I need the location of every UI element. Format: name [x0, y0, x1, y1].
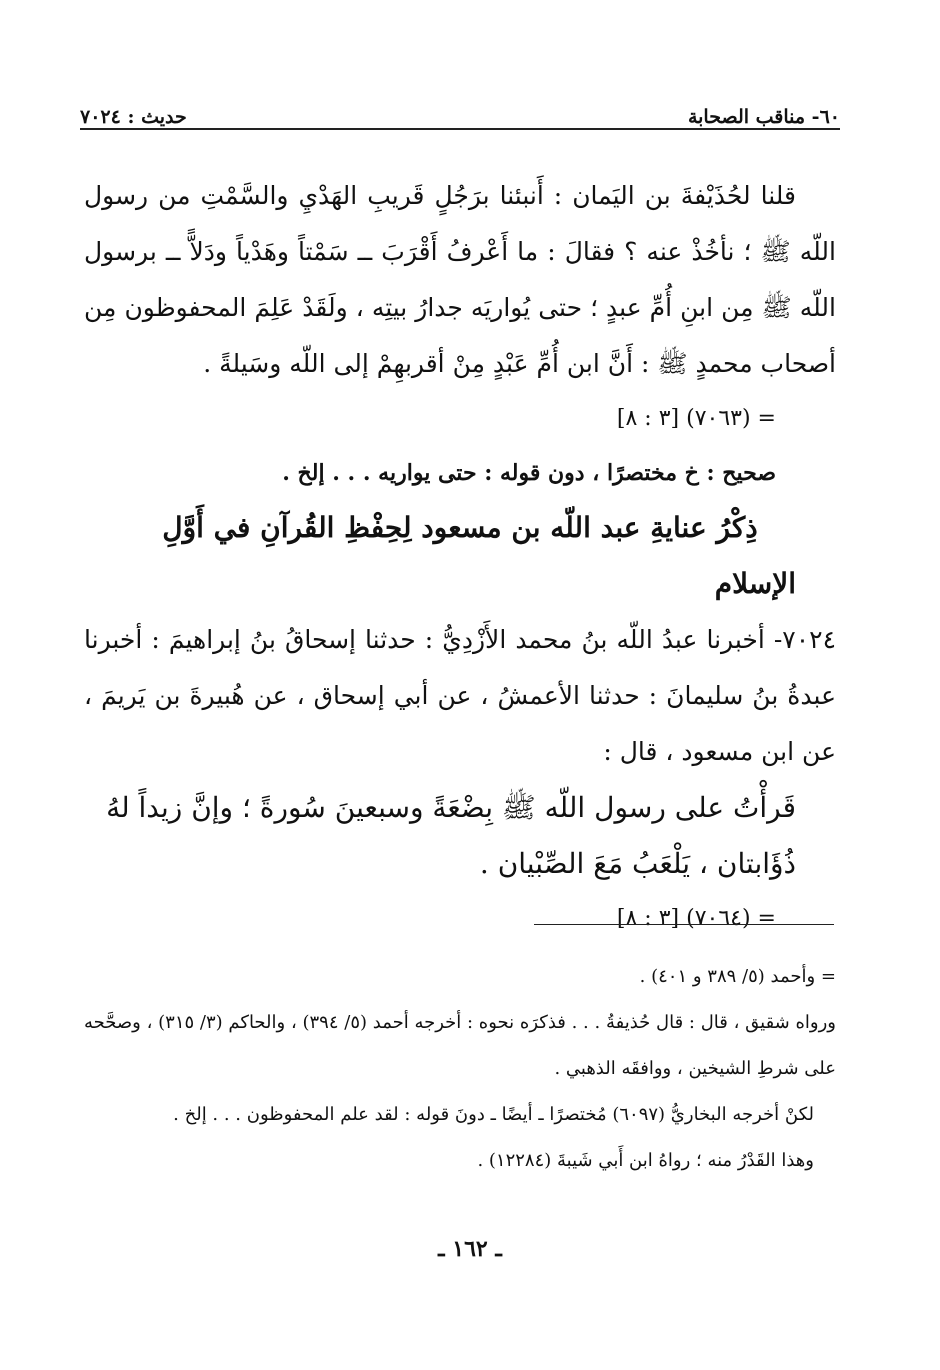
main-text [84, 168, 836, 946]
hadith-7024-matn: قَرأْتُ على رسول اللّه ﷺ بِضْعَةً وسبعينَ سُورةً ؛ وإنَّ زيداً لهُ ذُؤَابتان ، يَلْعَبُ مَعَ الصِّبْيان . [106, 791, 796, 880]
footnote-line: = وأحمد (٥/ ٣٨٩ و ٤٠١) . [639, 966, 836, 987]
footnote-line: ورواه شقيق ، قال : قال حُذيفةُ . . . فذكرَه نحوه : أخرجه أحمد (٥/ ٣٩٤) ، والحاكم (٣/ ٣١٥) ، وصحَّحه على شرطِ الشيخين ، ووافقَه الذهبي . [84, 1012, 836, 1079]
footnote-line: لكنْ أخرجه البخاريُّ (٦٠٩٧) مُختصرًا ـ أيضًا ـ دونَ قوله : لقد علم المحفوظون . . . إلخ . [173, 1104, 814, 1125]
chapter-header: ٦٠- مناقب الصحابة [687, 106, 840, 128]
header-rule [80, 128, 840, 130]
hadith-number-header: حديث : ٧٠٢٤ [80, 106, 187, 128]
footnotes [84, 954, 836, 1184]
hadith-7023-paragraph: قلنا لحُذَيْفةَ بن اليَمان : أَنبئنا برَجُلٍ قَريبِ الهَدْيِ والسَّمْتِ من رسول اللّه ﷺ ؛ نأخُذْ عنه ؟ فقالَ : ما أَعْرفُ أَقْرَبَ ــ سَمْتاً وهَدْياً ودَلاًّ ــ برسول اللّه ﷺ مِن ابنِ أُمِّ عبدٍ ؛ حتى يُواريَه جدارُ بيتِه ، ولَقَدْ عَلِمَ المحفوظون مِن أصحاب محمدٍ ﷺ : أَنَّ ابن أُمِّ عَبْدٍ مِنْ أقربهِمْ إلى اللّه وسَيلةً . [84, 181, 836, 378]
page-number: ـ ١٦٢ ـ [438, 1236, 502, 1262]
hadith-7023-reference [84, 392, 836, 446]
running-header [80, 88, 840, 128]
chapter-heading: ذِكْرُ عنايةِ عبد اللّه بن مسعود لِحِفْظِ القُرآنِ في أَوَّلِ الإسلام [162, 511, 796, 600]
reference-text: = (٧٠٦٤) [٣ : ٨] [616, 906, 776, 931]
hadith-7024-reference [84, 892, 836, 946]
footnote-line: وهذا القَدْرُ منه ؛ رواهُ ابن أَبي شَيبةَ (١٢٢٨٤) . [477, 1150, 814, 1171]
footnote-rule [534, 924, 834, 925]
hadith-7024-isnad: ٧٠٢٤- أخبرنا عبدُ اللّه بنُ محمد الأَزْدِيُّ : حدثنا إسحاقُ بنُ إبراهيمَ : أخبرنا عبدةُ بنُ سليمانَ : حدثنا الأعمشُ ، عن أبي إسحاق ، عن هُبيرةَ بن يَريمَ ، عن ابن مسعود ، قال : [84, 625, 836, 766]
reference-text: = (٧٠٦٣) [٣ : ٨] [616, 406, 776, 431]
hadith-7023-grade: صحيح : خ مختصرًا ، دون قوله : حتى يواريه . . . إلخ . [282, 460, 776, 486]
